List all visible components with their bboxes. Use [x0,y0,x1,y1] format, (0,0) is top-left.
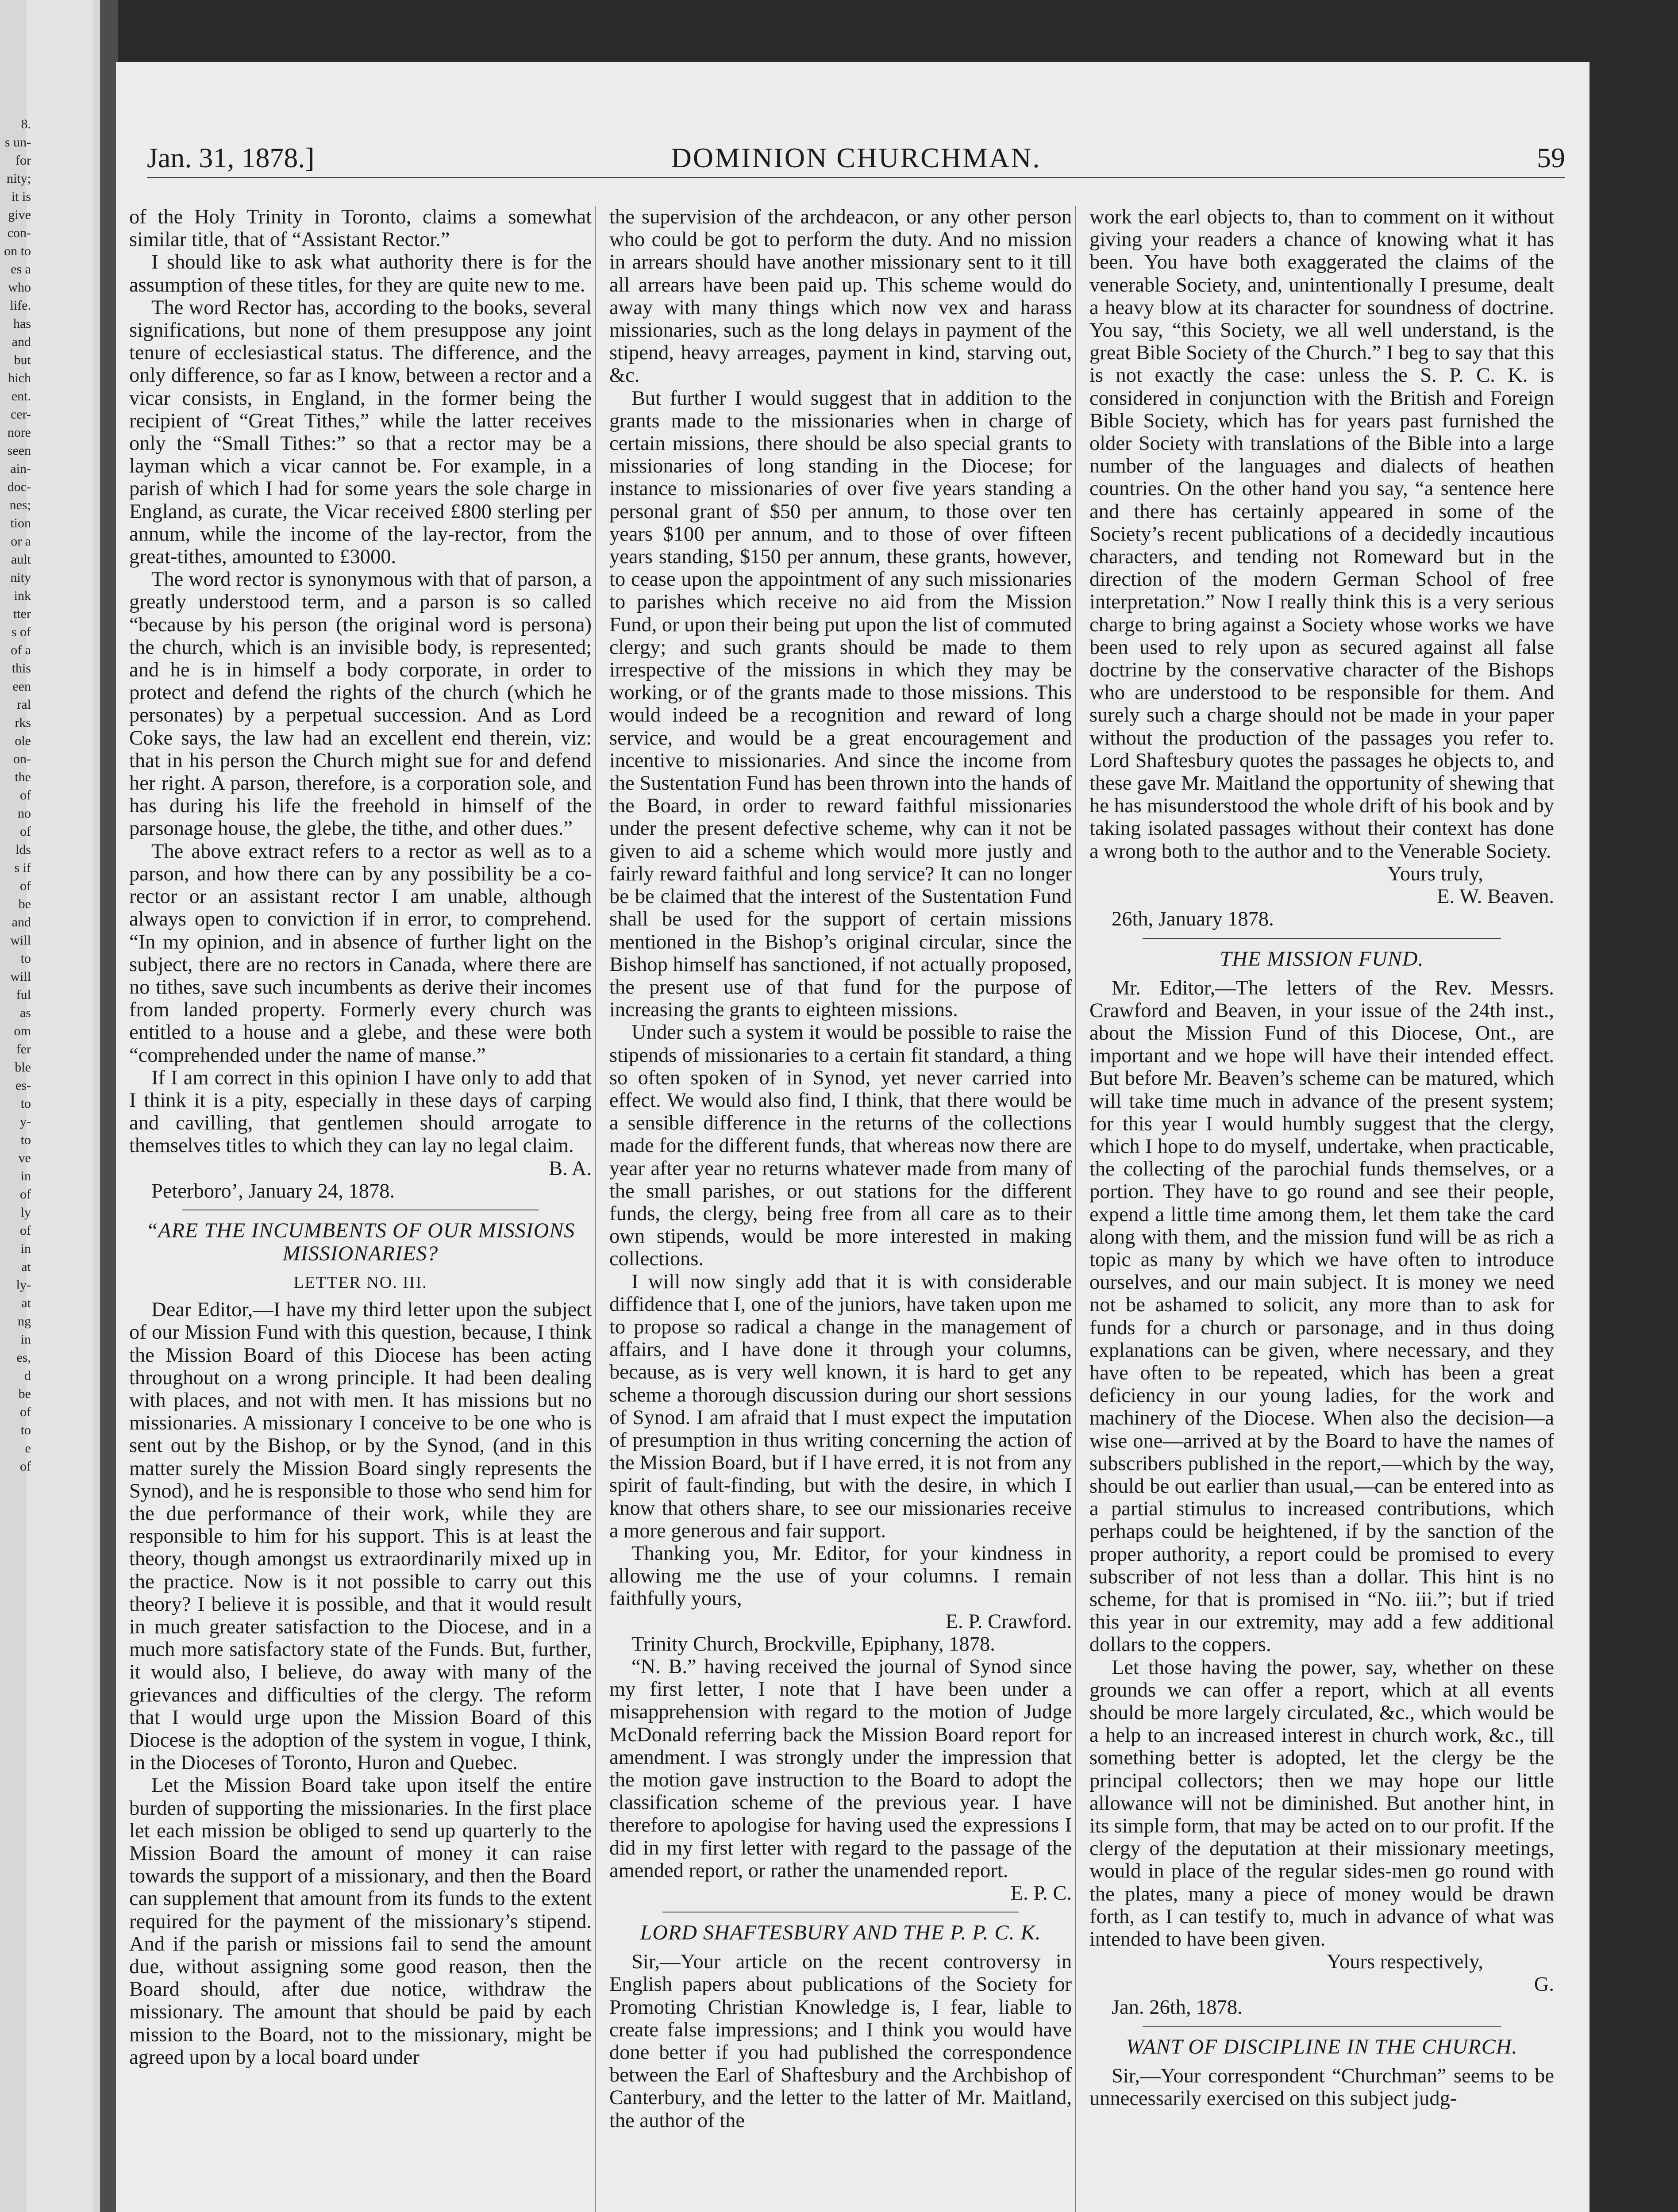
adjacent-page-fragment: in [20,1241,31,1256]
adjacent-page-fragment: tion [10,516,31,530]
adjacent-page-fragment: es- [15,1078,31,1093]
article-separator [1143,938,1501,939]
adjacent-page-fragment: of [20,879,31,893]
adjacent-page-fragment: to [20,1133,31,1147]
adjacent-page-fragment: d [24,1368,31,1383]
page-number: 59 [1537,142,1565,173]
paragraph: I should like to ask what authority there is for the assumption of these titles, for they are quite new to me. [129,251,592,296]
adjacent-page-fragment: es, [16,1350,31,1365]
adjacent-page-fragment: give [8,207,31,222]
adjacent-page-fragment: ly- [16,1278,31,1292]
adjacent-page-fragment: this [12,661,31,676]
adjacent-page-fragment: hich [8,371,31,385]
adjacent-page-fragment: s of [11,625,31,639]
adjacent-page-fragment: of [20,824,31,839]
adjacent-page-edge [27,0,93,2212]
adjacent-page-fragment: to [20,1096,31,1111]
adjacent-page-fragment: of a [11,643,31,657]
adjacent-page-fragment: at [21,1260,31,1274]
newspaper-page [116,62,1589,2212]
closing: Yours respectively, [1327,1951,1483,1974]
adjacent-page-fragment: will [10,933,31,948]
paragraph: Sir,—Your correspondent “Churchman” seems to be unnecessarily exercised on this subject judg- [1089,2064,1554,2110]
adjacent-page-fragment: s un- [4,135,31,150]
adjacent-page-fragment: or a [11,534,31,549]
adjacent-page-fragment: be [18,897,31,911]
adjacent-page-fragment: 8. [21,117,31,131]
adjacent-page-fragment: ain- [10,461,31,476]
adjacent-page-fragment: of [20,1223,31,1238]
adjacent-page-fragment: nity; [6,171,31,186]
signature: B. A. [549,1157,592,1180]
adjacent-page-fragment: nes; [9,498,31,512]
adjacent-page-fragment: nity [10,570,31,585]
adjacent-page-fragment: lds [15,842,31,857]
paragraph: But further I would suggest that in addition to the grants made to the missionaries when in charge of certain missions, there should be also special grants to missionaries of long standing in the Diocese; for instance to missionaries of over five years standing a personal grant of $50 per annum, to those over ten years $100 per annum, and to those of over fifteen years standing, $150 per annum, these grants, however, to cease upon the appointment of any such missionaries to parishes which receive no aid from the Mission Fund, or upon their being put upon the list of commuted clergy; and such grants should be made to them irrespective of the missions in which they may be working, or of the grants made to those missions. This would indeed be a recognition and reward of long service, and would be a great encouragement and incentive to missionaries. And since the income from the Sustentation Fund has been thrown into the hands of the Board, in order to reward faithful missionaries under the present defective scheme, why can it not be given to aid a scheme which would more justly and fairly reward faithful and long service? It can no longer be be claimed that the interest of the Sustentation Fund shall be used for the support of certain missions mentioned in the Bishop’s original circular, since the Bishop himself has sanctioned, if not actually proposed, the present use of that fund for the purpose of increasing the grants to eighteen missions. [609,387,1072,1022]
signature: E. W. Beaven. [1437,885,1554,908]
dateline: Peterboro’, January 24, 1878. [151,1179,395,1202]
adjacent-page-fragment: es a [11,262,31,276]
adjacent-page-fragment: ng [18,1314,31,1329]
header-rule [147,177,1565,178]
adjacent-page-fragment: seen [7,443,31,458]
paragraph: Dear Editor,—I have my third letter upon the subject of our Mission Fund with this question, because, I think the Mission Board of this Diocese has been acting throughout on a wrong principle. It had been dealing with places, and not with men. It has missions but no missionaries. A missionary I conceive to be one who is sent out by the Bishop, or by the Synod, (and in this matter surely the Mission Board singly represents the Synod), and he is responsible to those who send him for the due performance of their work, while they are responsible to him for his support. This is at least the theory, though amongst us extraordinarily mixed up in the practice. Now is it not possible to carry out this theory? I believe it is possible, and that it would result in much greater satisfaction to the Diocese, and in a much more satisfactory state of the Funds. But, further, it would also, I believe, do away with many of the grievances and difficulties of the clergy. The reform that I would urge upon the Mission Board of this Diocese is the adoption of the system in vogue, I think, in the Dioceses of Toronto, Huron and Quebec. [129,1298,592,1774]
adjacent-page-fragment: be [18,1386,31,1401]
paragraph: The above extract refers to a rector as well as to a parson, and how there can by any possibility be a co-rector or an assistant rector I am unable, although always open to conviction if in error, to comprehend. “In my opinion, and in absence of further light on the subject, there are no rectors in Canada, where there are no tithes, save such incumbents as derive their incomes from landed property. Formerly every church was entitled to a house and a glebe, and these were both “comprehended under the name of manse.” [129,840,592,1067]
closing: Yours truly, [1387,862,1483,885]
adjacent-page-fragment: in [20,1169,31,1183]
adjacent-page-fragment: con- [7,226,31,240]
paragraph: Mr. Editor,—The letters of the Rev. Messrs. Crawford and Beaven, in your issue of the 24th inst., about the Mission Fund of this Diocese, Ont., are important and we hope will have their intended effect. But before Mr. Beaven’s scheme can be matured, which will take time much in advance of the present system; for this year I would humbly suggest that the clergy, which I hope to do myself, undertake, when practicable, the collecting of the parochial funds themselves, or a portion. They have to go round and see their people, expend a little time among them, let them take the card along with them, and the mission fund will be as rich a topic as many by which we have often to introduce ourselves, and our main subject. It is money we need not be ashamed to solicit, any more than to ask for funds for a church or parsonage, and in thus doing explanations can be given, where necessary, and they have often to be repeated, which has been a great deficiency in our young ladies, for the work and machinery of the Diocese. When also the decision—a wise one—arrived at by the Board to have the names of subscribers published in the report,—which by the way, should be out earlier than usual,—can be entered into as a partial stimulus to increased contributions, which perhaps could be heightened, if by the sanction of the proper authority, a report could be promised to every subscriber of not less than a dollar. This hint is no scheme, for that is promised in “No. iii.”; but if tried this year in our extremity, may add a few additional dollars to the coppers. [1089,976,1554,1656]
adjacent-page-fragment: of [20,1187,31,1202]
masthead-title: DOMINION CHURCHMAN. [671,142,1041,173]
adjacent-page-fragment: ent. [11,389,31,403]
column-2 [609,206,1072,2212]
adjacent-page-fragment: ault [11,552,31,567]
adjacent-page-fragment: the [15,770,31,784]
signature: E. P. Crawford. [945,1610,1072,1633]
adjacent-page-fragment: ble [15,1060,31,1075]
adjacent-page-fragment: rks [15,715,31,730]
article-heading: THE MISSION FUND. [1220,947,1424,971]
paragraph: Sir,—Your article on the recent controversy in English papers about publications of the Society for Promoting Christian Knowledge is, I fear, liable to create false impressions; and I think you would have done better if you had published the correspondence between the Earl of Shaftesbury and the Archbishop of Canterbury, and the letter to the latter of Mr. Maitland, the author of the [609,1951,1072,2132]
paragraph: of the Holy Trinity in Toronto, claims a somewhat similar title, that of “Assistant Rector.” [129,206,592,251]
paragraph: The word Rector has, according to the books, several significations, but none of them presuppose any joint tenure of ecclesiastical status. The difference, and the only difference, so far as I know, between a rector and a vicar consists, in England, in the former being the recipient of “Great Tithes,” while the latter receives only the “Small Tithes:” so that a rector may be a layman which a vicar cannot be. For example, in a parish of which I had for some years the sole charge in England, as curate, the Vicar received £800 sterling per annum, while the income of the lay-rector, from the great-tithes, amounted to £3000. [129,296,592,568]
column-1 [129,206,592,2212]
adjacent-page-fragment: cer- [10,407,31,422]
adjacent-page-fragment: fer [16,1042,31,1056]
column-divider-2 [1075,206,1076,2212]
adjacent-page-fragment: e [25,1441,31,1455]
adjacent-page-fragment: ral [17,697,31,712]
paragraph: Let the Mission Board take upon itself the entire burden of supporting the missionaries. In the first place let each mission be obliged to send up quarterly to the Mission Board the amount of money it can raise towards the support of a missionary, and then the Board can supplement that amount from its funds to the extent required for the payment of the missionary’s stipend. And if the parish or missions fail to send the amount due, without assigning some good reason, then the Board should, after due notice, withdraw the missionary. The amount that should be paid by each mission to the Board, not to the missionary, might be agreed upon by a local board under [129,1774,592,2069]
adjacent-page-fragment: doc- [7,480,31,494]
adjacent-page-fragment: ink [14,588,31,603]
adjacent-page-fragment: een [12,679,31,694]
paragraph: The word rector is synonymous with that of parson, a greatly understood term, and a parson is so called “because by his person (the original word is persona) the church, which is an invisible body, is represented; and he is in himself a body corporate, in order to protect and defend the rights of the church (which he personates) by a perpetual succession. And as Lord Coke says, the law had an excellent end therein, viz: that in his person the Church might sue for and defend her right. A parson, therefore, is a corporation sole, and has during his life the freehold in himself of the parsonage house, the glebe, the tithe, and other dues.” [129,568,592,840]
adjacent-page-fragment: on to [4,244,31,258]
adjacent-page-fragment: life. [10,298,31,313]
adjacent-page-fragment: tter [13,607,31,621]
adjacent-page-fragment: to [20,951,31,966]
adjacent-page-fragment: ole [15,733,31,748]
paragraph: I will now singly add that it is with considerable diffidence that I, one of the juniors, have taken upon me to propose so radical a change in the management of affairs, and I have done it through your columns, because, as is very well known, it is hard to get any scheme a thorough discussion during our short sessions of Synod. I am afraid that I must expect the imputation of presumption in thus writing concerning the action of the Mission Board, but if I have erred, it is not from any spirit of fault-finding, but with the desire, in which I know that others share, to see our missionaries receive a more generous and fair support. [609,1270,1072,1542]
adjacent-page-fragment: ve [18,1151,31,1165]
adjacent-page-fragment: om [14,1024,31,1038]
adjacent-page-fragment: in [20,1332,31,1347]
adjacent-page-fragment: s if [14,860,31,875]
adjacent-page-fragment: who [8,280,31,295]
adjacent-page-fragment: ly [20,1205,31,1220]
article-heading: “ARE THE INCUMBENTS OF OUR MISSIONS MISSIONARIES? [146,1218,575,1265]
note-paragraph: “N. B.” having received the journal of Synod since my first letter, I note that I have been under a misapprehension with regard to the motion of Judge McDonald referring back the Mission Board report for amendment. I was strongly under the impression that the motion gave instruction to the Board to adopt the classification scheme of the previous year. I have therefore to apologise for having used the expressions I did in my first letter with regard to the passage of the amended report, or rather the unamended report. [609,1655,1072,1882]
adjacent-page-fragment: on- [13,752,31,766]
article-separator [1143,2026,1501,2027]
page-header [147,142,1565,181]
article-subheading: LETTER NO. III. [293,1273,427,1292]
adjacent-page-fragment: it is [11,189,31,204]
paragraph: the supervision of the archdeacon, or any other person who could be got to perform the duty. And no mission in arrears should have another missionary sent to it till all arrears have been paid up. This scheme would do away with many things which now vex and harass missionaries, such as the long delays in payment of the stipend, heavy arreages, payment in kind, starving out, &c. [609,206,1072,387]
adjacent-page-fragment: y- [20,1114,31,1129]
adjacent-page-fragment: as [20,1006,31,1020]
dateline: Trinity Church, Brockville, Epiphany, 1878. [631,1632,995,1655]
signature: E. P. C. [1010,1882,1072,1905]
paragraph: Thanking you, Mr. Editor, for your kindness in allowing me the use of your columns. I remain faithfully yours, [609,1542,1072,1610]
adjacent-page-fragment: for [15,153,31,168]
adjacent-page-fragment: and [12,334,31,349]
dateline: Jan. 26th, 1878. [1112,1996,1243,2019]
paragraph: Under such a system it would be possible to raise the stipends of missionaries to a certain fit standard, a thing so often spoken of in Synod, yet never carried into effect. We would also find, I think, that there would be a sensible difference in the returns of the collections made for the different funds, that whereas now there are year after year no returns whatever made from many of the small parishes, or out stations for the different funds, the clergy, being free from all care as to their own stipends, would be more interested in making collections. [609,1021,1072,1271]
paragraph: work the earl objects to, than to comment on it without giving your readers a chance of knowing what it has been. You have both exaggerated the claims of the venerable Society, and, unintentionally I presume, dealt a heavy blow at its character for soundness of doctrine. You say, “this Society, we all well understand, is the great Bible Society of the Church.” I beg to say that this is not exactly the case: unless the S. P. C. K. is considered in conjunction with the British and Foreign Bible Society, which has for years past furnished the older Society with translations of the Bible into a large number of the languages and dialects of heathen countries. On the other hand you say, “a sentence here and there has certainly appeared in some of the Society’s recent publications of a decidedly incautious characters, and tending not Romeward but in the direction of the modern German School of free interpretation.” Now I really think this is a very serious charge to bring against a Society whose works we have been used to rely upon as secured against all false doctrine by the conservative character of the Bishops who are understood to be responsible for them. And surely such a charge should not be made in your paper without the production of the passages you refer to. Lord Shaftesbury quotes the passages he objects to, and these gave Mr. Maitland the opportunity of shewing that he has misunderstood the whole drift of his book and by taking isolated passages without their context has done a wrong both to the author and to the Venerable Society. [1089,206,1554,863]
adjacent-page-fragment: will [10,969,31,984]
adjacent-page-strip [0,0,113,2212]
adjacent-page-fragments [0,115,31,1475]
adjacent-page-fragment: but [14,353,31,367]
adjacent-page-fragment: ful [16,987,31,1002]
adjacent-page-fragment: of [20,1459,31,1474]
adjacent-page-fragment: of [20,788,31,803]
adjacent-page-fragment: has [13,316,31,331]
article-heading: WANT OF DISCIPLINE IN THE CHURCH. [1126,2035,1518,2058]
dateline: 26th, January 1878. [1112,908,1274,931]
adjacent-page-fragment: to [20,1423,31,1437]
column-3 [1089,206,1554,2212]
column-divider-1 [595,206,596,2212]
adjacent-page-fragment: no [18,806,31,821]
adjacent-page-fragment: at [21,1296,31,1310]
paragraph: Let those having the power, say, whether on these grounds we can offer a report, which at all events should be more largely circulated, &c., which would be a help to an increased interest in church work, &c., till something better is adopted, let the clergy be the principal collectors; then we may hope our little allowance will not be diminished. But another hint, in its simple form, that may be acted on to our profit. If the clergy of the deputation at their missionary meetings, would in place of the regular sides-men go round with the plates, many a piece of money would be drawn forth, as I can testify to, much in advance of what was intended to have been given. [1089,1656,1554,1951]
signature: G. [1534,1973,1554,1996]
paragraph: If I am correct in this opinion I have only to add that I think it is a pity, especially in these days of carping and cavilling, that gentlemen should arrogate to themselves titles to which they can lay no legal claim. [129,1066,592,1157]
adjacent-page-fragment: nore [7,425,31,440]
adjacent-page-fragment: of [20,1405,31,1419]
article-heading: LORD SHAFTESBURY AND THE P. P. C. K. [640,1921,1041,1945]
binding-shadow [100,0,118,2212]
header-date: Jan. 31, 1878.] [147,142,315,173]
adjacent-page-fragment: and [12,915,31,929]
